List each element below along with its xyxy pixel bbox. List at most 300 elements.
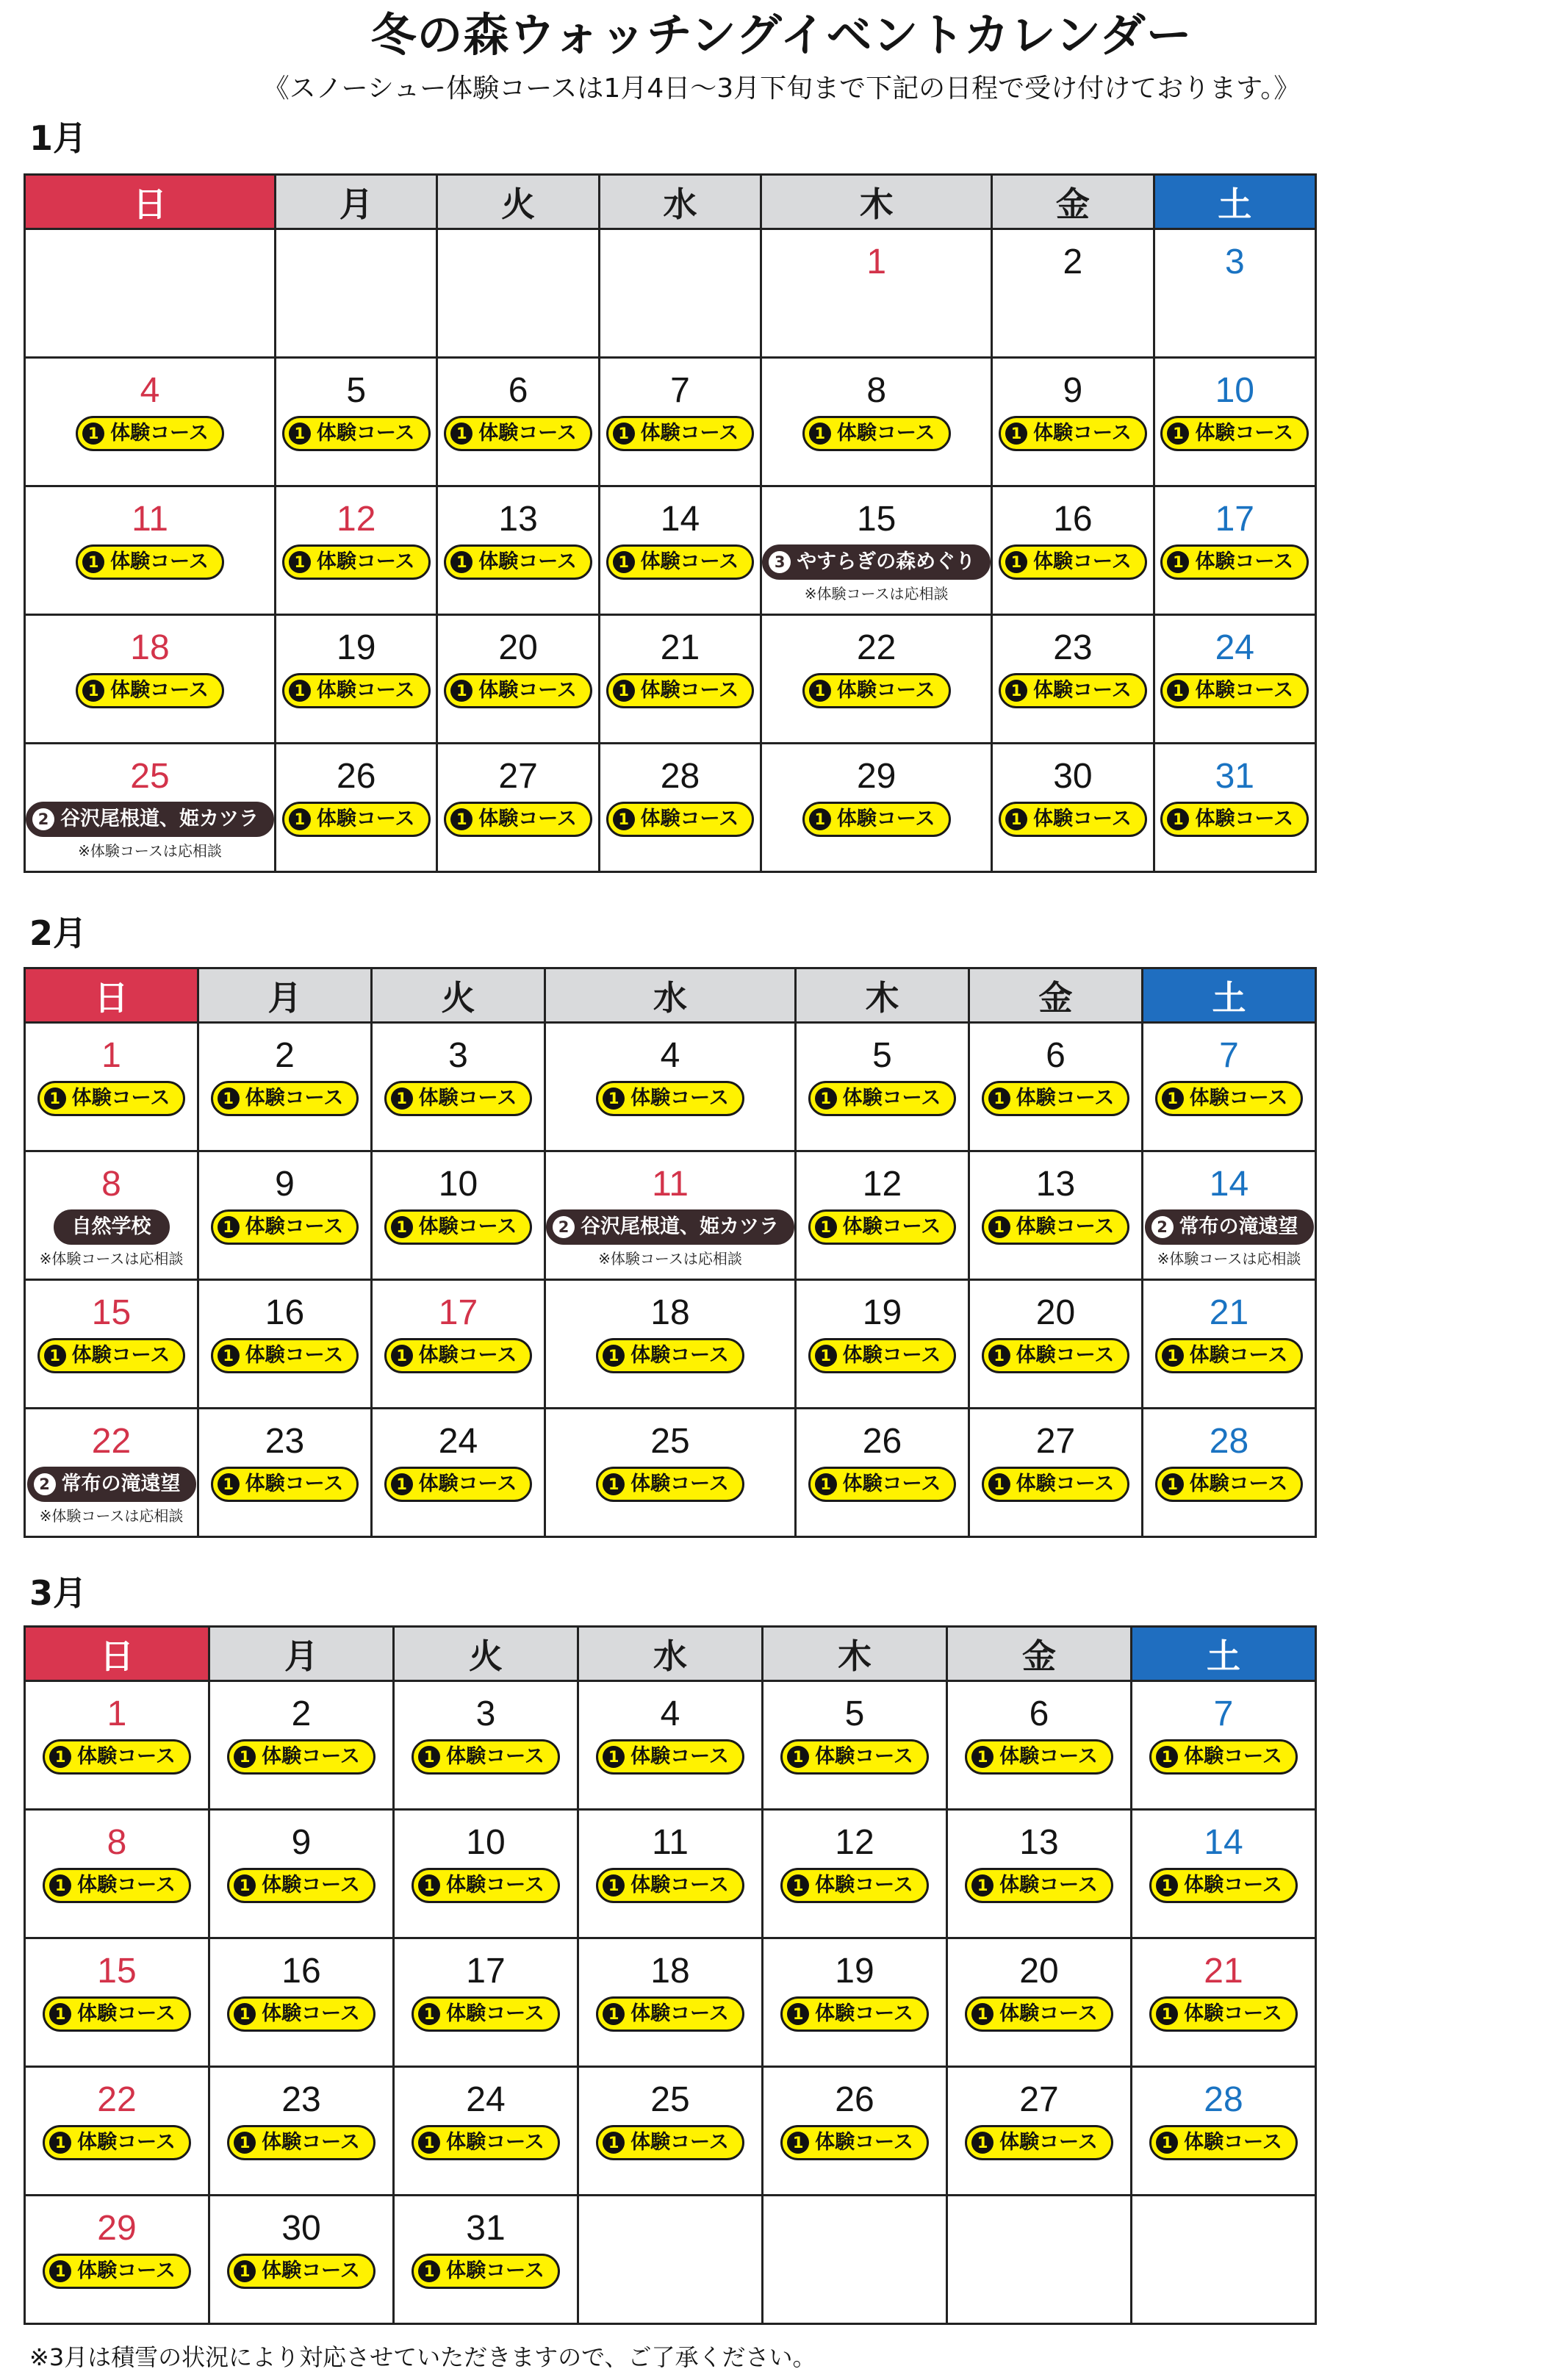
- day-cell: [1143, 1024, 1317, 1152]
- course-number-circle-icon: 1: [1005, 551, 1027, 573]
- day-number: 6: [1046, 1036, 1066, 1075]
- event-label: 体験コース: [630, 1874, 729, 1897]
- course-badge: [444, 544, 592, 580]
- page-title: 冬の森ウォッチングイベントカレンダー: [370, 8, 1193, 62]
- day-cell: [438, 487, 600, 616]
- course-number-circle-icon: 1: [391, 1345, 413, 1367]
- weekday-header-fri: 金: [993, 176, 1154, 230]
- day-cell: [600, 487, 762, 616]
- event-label: 体験コース: [77, 2002, 176, 2025]
- course-number-circle-icon: 1: [1005, 423, 1027, 445]
- day-cell: [763, 1811, 948, 1939]
- day-cell: [546, 1024, 797, 1152]
- course-number-circle-icon: 1: [391, 1216, 413, 1238]
- day-number: 26: [835, 2080, 874, 2119]
- day-number: 1: [107, 1694, 127, 1733]
- course-badge: [808, 1081, 957, 1116]
- course-number-circle-icon: 1: [49, 2132, 71, 2154]
- course-badge: [965, 1739, 1113, 1775]
- weekday-header-fri: 金: [970, 969, 1143, 1024]
- day-cell: [199, 1281, 373, 1409]
- course-badge: [37, 1081, 186, 1116]
- consultation-note: ※体験コースは応相談: [39, 1250, 184, 1268]
- day-number: 19: [835, 1952, 874, 1991]
- weekday-header-fri: 金: [948, 1628, 1132, 1682]
- weekday-header-mon: 月: [210, 1628, 395, 1682]
- day-cell: [276, 359, 438, 487]
- day-number: 17: [1215, 500, 1254, 539]
- day-number: 11: [652, 1823, 689, 1862]
- day-number: 6: [508, 371, 528, 410]
- event-label: 体験コース: [1189, 1087, 1288, 1110]
- event-label: 体験コース: [815, 2002, 913, 2025]
- event-label: 体験コース: [1195, 422, 1294, 445]
- day-number: 20: [1035, 1293, 1076, 1332]
- day-number: 5: [844, 1694, 865, 1733]
- day-cell: [993, 487, 1154, 616]
- course-badge: [211, 1338, 359, 1373]
- day-cell: [438, 616, 600, 744]
- course-badge: [211, 1467, 359, 1502]
- course-badge: [802, 802, 951, 837]
- special-event-badge: [1145, 1209, 1314, 1245]
- course-badge: [1160, 416, 1309, 451]
- course-badge: [1149, 1996, 1298, 2032]
- day-number: 7: [1219, 1036, 1239, 1075]
- day-number: 13: [1035, 1165, 1076, 1204]
- day-cell: [763, 2068, 948, 2196]
- event-label: 体験コース: [842, 1215, 941, 1238]
- event-label: 体験コース: [77, 2259, 176, 2282]
- course-number-circle-icon: 1: [971, 1874, 994, 1897]
- course-badge: [808, 1338, 957, 1373]
- day-number: 22: [97, 2080, 137, 2119]
- course-number-circle-icon: 1: [988, 1473, 1010, 1495]
- day-cell: [546, 1409, 797, 1538]
- day-cell: [762, 230, 993, 359]
- empty-day-cell: [948, 2196, 1132, 2325]
- event-label: 体験コース: [418, 1344, 517, 1367]
- event-label: 体験コース: [999, 1745, 1098, 1768]
- event-label: 体験コース: [1033, 808, 1132, 830]
- day-cell: [762, 616, 993, 744]
- course-number-circle-icon: 1: [613, 551, 635, 573]
- event-label: 体験コース: [999, 1874, 1098, 1897]
- event-label: 体験コース: [1184, 2002, 1282, 2025]
- day-cell: [210, 2196, 395, 2325]
- course-number-circle-icon: 1: [418, 2260, 440, 2282]
- event-label: 体験コース: [815, 2131, 913, 2154]
- day-number: 12: [862, 1165, 902, 1204]
- course-badge: [43, 1996, 191, 2032]
- course-number-circle-icon: 1: [234, 2132, 256, 2154]
- course-badge: [982, 1338, 1130, 1373]
- day-number: 12: [835, 1823, 874, 1862]
- course-number-circle-icon: 1: [603, 2003, 625, 2025]
- course-badge: [802, 673, 951, 708]
- day-number: 9: [1063, 371, 1083, 410]
- course-number-circle-icon: 1: [234, 2003, 256, 2025]
- course-number-circle-icon: 1: [418, 1746, 440, 1768]
- calendar-mar: [24, 1625, 1317, 2325]
- day-cell: [210, 1939, 395, 2068]
- weekday-header-wed: 水: [546, 969, 797, 1024]
- course-badge: [1160, 802, 1309, 837]
- course-number-circle-icon: 1: [1156, 1746, 1178, 1768]
- course-number-circle-icon: 1: [603, 1874, 625, 1897]
- event-label: 体験コース: [446, 1745, 545, 1768]
- day-number: 25: [650, 2080, 690, 2119]
- course-badge: [76, 544, 224, 580]
- event-label: 体験コース: [1184, 1745, 1282, 1768]
- day-number: 10: [438, 1165, 478, 1204]
- course-number-circle-icon: 1: [815, 1473, 837, 1495]
- course-badge: [43, 2125, 191, 2160]
- weekday-header-mon: 月: [199, 969, 373, 1024]
- event-label: 体験コース: [1033, 550, 1132, 573]
- day-number: 13: [1019, 1823, 1059, 1862]
- day-cell: [600, 359, 762, 487]
- event-label: 体験コース: [1016, 1473, 1115, 1495]
- course-badge: [412, 2254, 560, 2289]
- day-cell: [199, 1024, 373, 1152]
- day-number: 28: [660, 757, 700, 796]
- day-number: 23: [1053, 628, 1093, 667]
- course-number-circle-icon: 1: [82, 423, 104, 445]
- event-label: 体験コース: [1195, 550, 1294, 573]
- day-cell: [438, 359, 600, 487]
- day-number: 29: [856, 757, 897, 796]
- day-number: 3: [448, 1036, 468, 1075]
- day-number: 15: [91, 1293, 132, 1332]
- day-number: 11: [132, 500, 168, 539]
- consultation-note: ※体験コースは応相談: [804, 585, 949, 603]
- day-cell: [600, 744, 762, 873]
- day-cell: [210, 1682, 395, 1811]
- empty-day-cell: [600, 230, 762, 359]
- course-badge: [43, 1868, 191, 1903]
- course-badge: [412, 2125, 560, 2160]
- day-cell: [26, 487, 276, 616]
- course-badge: [211, 1209, 359, 1245]
- day-number: 5: [346, 371, 367, 410]
- day-number: 3: [1224, 242, 1245, 281]
- day-number: 17: [438, 1293, 478, 1332]
- day-cell: [970, 1409, 1143, 1538]
- course-number-circle-icon: 1: [1167, 423, 1189, 445]
- course-number-circle-icon: 1: [1156, 2003, 1178, 2025]
- event-label: 体験コース: [316, 422, 415, 445]
- day-cell: [1143, 1281, 1317, 1409]
- footnote: ※3月は積雪の状況により対応させていただきますので、ご了承ください。: [29, 2343, 816, 2371]
- course-badge: [444, 802, 592, 837]
- day-cell: [546, 1281, 797, 1409]
- day-cell: [1143, 1409, 1317, 1538]
- course-badge: [1149, 1868, 1298, 1903]
- course-number-circle-icon: 1: [218, 1473, 240, 1495]
- day-cell: [762, 359, 993, 487]
- course-badge: [412, 1868, 560, 1903]
- day-cell: [970, 1024, 1143, 1152]
- course-number-circle-icon: 1: [815, 1087, 837, 1110]
- course-number-circle-icon: 1: [234, 2260, 256, 2282]
- day-cell: [948, 1811, 1132, 1939]
- course-number-circle-icon: 1: [49, 1874, 71, 1897]
- day-cell: [276, 616, 438, 744]
- day-number: 2: [1063, 242, 1083, 281]
- day-cell: [26, 1152, 199, 1281]
- event-label: 体験コース: [262, 1874, 360, 1897]
- weekday-header-wed: 水: [600, 176, 762, 230]
- course-badge: [596, 1739, 744, 1775]
- day-number: 28: [1204, 2080, 1243, 2119]
- course-badge: [596, 2125, 744, 2160]
- weekday-header-sun: 日: [26, 969, 199, 1024]
- day-cell: [970, 1152, 1143, 1281]
- course-badge: [282, 416, 431, 451]
- course-number-circle-icon: 1: [218, 1216, 240, 1238]
- event-label: 体験コース: [640, 550, 739, 573]
- course-badge: [227, 1996, 376, 2032]
- course-number-circle-icon: 1: [289, 680, 311, 702]
- day-cell: [1155, 744, 1317, 873]
- event-label: 体験コース: [262, 1745, 360, 1768]
- empty-day-cell: [1132, 2196, 1317, 2325]
- day-number: 26: [337, 757, 376, 796]
- day-cell: [276, 487, 438, 616]
- event-label: 体験コース: [110, 422, 209, 445]
- course-badge: [43, 2254, 191, 2289]
- day-cell: [993, 359, 1154, 487]
- day-number: 7: [670, 371, 690, 410]
- consultation-note: ※体験コースは応相談: [39, 1507, 184, 1525]
- course-badge: [1149, 1739, 1298, 1775]
- day-cell: [26, 744, 276, 873]
- course-number-circle-icon: 1: [218, 1345, 240, 1367]
- day-number: 27: [1019, 2080, 1059, 2119]
- day-number: 18: [650, 1293, 690, 1332]
- event-label: 体験コース: [77, 2131, 176, 2154]
- day-cell: [26, 1939, 210, 2068]
- event-label: 体験コース: [71, 1087, 170, 1110]
- course-badge: [606, 802, 755, 837]
- event-label: 体験コース: [262, 2002, 360, 2025]
- course-number-circle-icon: 1: [1005, 808, 1027, 830]
- course-number-circle-icon: 1: [1156, 2132, 1178, 2154]
- day-number: 20: [1019, 1952, 1059, 1991]
- event-label: 体験コース: [245, 1344, 344, 1367]
- event-label: 体験コース: [640, 679, 739, 702]
- page-subtitle: 《スノーシュー体験コースは1月4日～3月下旬まで下記の日程で受け付けております。》: [262, 73, 1301, 104]
- day-number: 14: [1209, 1165, 1249, 1204]
- weekday-header-sun: 日: [26, 176, 276, 230]
- day-cell: [600, 616, 762, 744]
- empty-day-cell: [276, 230, 438, 359]
- course-badge: [596, 1081, 744, 1116]
- day-number: 30: [1053, 757, 1093, 796]
- day-cell: [26, 1409, 199, 1538]
- day-number: 24: [438, 1422, 478, 1461]
- day-cell: [948, 2068, 1132, 2196]
- day-cell: [373, 1152, 546, 1281]
- day-cell: [993, 616, 1154, 744]
- day-cell: [797, 1152, 970, 1281]
- day-cell: [970, 1281, 1143, 1409]
- course-number-circle-icon: 1: [450, 551, 473, 573]
- event-label: 体験コース: [245, 1215, 344, 1238]
- day-cell: [763, 1682, 948, 1811]
- event-label: 体験コース: [418, 1473, 517, 1495]
- day-cell: [579, 2068, 763, 2196]
- event-label: 体験コース: [446, 2002, 545, 2025]
- event-label: やすらぎの森めぐり: [797, 550, 976, 573]
- course-number-circle-icon: 1: [289, 551, 311, 573]
- day-number: 23: [265, 1422, 305, 1461]
- course-badge: [1160, 544, 1309, 580]
- weekday-header-tue: 火: [438, 176, 600, 230]
- day-cell: [26, 616, 276, 744]
- day-number: 2: [291, 1694, 312, 1733]
- course-badge: [444, 416, 592, 451]
- weekday-header-mon: 月: [276, 176, 438, 230]
- event-label: 体験コース: [478, 808, 577, 830]
- course-number-circle-icon: 1: [613, 808, 635, 830]
- course-number-circle-icon: 1: [988, 1345, 1010, 1367]
- course-number-circle-icon: 1: [391, 1473, 413, 1495]
- course-number-circle-icon: 1: [44, 1087, 66, 1110]
- event-label: 谷沢尾根道、姫カツラ: [581, 1215, 779, 1238]
- day-cell: [993, 744, 1154, 873]
- course-number-circle-icon: 1: [450, 808, 473, 830]
- empty-day-cell: [26, 230, 276, 359]
- course-number-circle-icon: 1: [289, 808, 311, 830]
- event-label: 体験コース: [1033, 422, 1132, 445]
- course-number-circle-icon: 1: [391, 1087, 413, 1110]
- course-number-circle-icon: 1: [809, 423, 831, 445]
- event-label: 体験コース: [446, 1874, 545, 1897]
- day-number: 27: [498, 757, 538, 796]
- day-number: 9: [275, 1165, 295, 1204]
- course-badge: [384, 1209, 533, 1245]
- event-label: 体験コース: [1195, 808, 1294, 830]
- event-label: 体験コース: [77, 1874, 176, 1897]
- day-number: 10: [466, 1823, 506, 1862]
- course-number-circle-icon: 1: [971, 2132, 994, 2154]
- day-cell: [395, 2196, 579, 2325]
- course-number-circle-icon: 1: [613, 423, 635, 445]
- course-badge: [76, 416, 224, 451]
- course-badge: [227, 2254, 376, 2289]
- day-number: 4: [140, 371, 160, 410]
- day-number: 21: [1209, 1293, 1249, 1332]
- weekday-header-thu: 木: [797, 969, 970, 1024]
- day-number: 2: [275, 1036, 295, 1075]
- day-number: 9: [291, 1823, 312, 1862]
- course-badge: [596, 1996, 744, 2032]
- course-number-circle-icon: 1: [234, 1874, 256, 1897]
- day-cell: [1132, 1682, 1317, 1811]
- event-label: 体験コース: [1189, 1473, 1288, 1495]
- course-badge: [596, 1868, 744, 1903]
- course-badge: [808, 1209, 957, 1245]
- course-number-circle-icon: 1: [82, 551, 104, 573]
- event-label: 体験コース: [1016, 1344, 1115, 1367]
- day-cell: [762, 744, 993, 873]
- event-label: 体験コース: [446, 2131, 545, 2154]
- course-badge: [999, 673, 1147, 708]
- day-number: 3: [475, 1694, 496, 1733]
- course-badge: [965, 1868, 1113, 1903]
- course-badge: [1155, 1081, 1304, 1116]
- day-cell: [199, 1152, 373, 1281]
- course-badge: [780, 1996, 929, 2032]
- event-label: 体験コース: [316, 550, 415, 573]
- course-number-circle-icon: 1: [289, 423, 311, 445]
- special-event-badge: [762, 544, 991, 580]
- event-label: 自然学校: [71, 1215, 151, 1238]
- course-number-circle-icon: 1: [787, 2132, 809, 2154]
- course-number-circle-icon: 1: [49, 1746, 71, 1768]
- course-badge: [1160, 673, 1309, 708]
- day-number: 6: [1029, 1694, 1049, 1733]
- day-number: 1: [866, 242, 887, 281]
- course-badge: [227, 1739, 376, 1775]
- day-number: 15: [856, 500, 897, 539]
- event-label: 体験コース: [999, 2002, 1098, 2025]
- day-number: 31: [1215, 757, 1254, 796]
- course-number-circle-icon: 1: [787, 1874, 809, 1897]
- event-label: 体験コース: [245, 1087, 344, 1110]
- event-label: 体験コース: [815, 1745, 913, 1768]
- event-label: 体験コース: [842, 1473, 941, 1495]
- weekday-header-wed: 水: [579, 1628, 763, 1682]
- course-number-circle-icon: 1: [218, 1087, 240, 1110]
- course-badge: [412, 1996, 560, 2032]
- consultation-note: ※体験コースは応相談: [1157, 1250, 1301, 1268]
- day-number: 8: [866, 371, 887, 410]
- day-cell: [993, 230, 1154, 359]
- day-number: 16: [281, 1952, 321, 1991]
- day-cell: [579, 1811, 763, 1939]
- course-badge: [802, 416, 951, 451]
- course-badge: [384, 1338, 533, 1373]
- event-label: 体験コース: [262, 2131, 360, 2154]
- course-number-circle-icon: 1: [988, 1216, 1010, 1238]
- day-number: 21: [660, 628, 700, 667]
- course-badge: [1155, 1467, 1304, 1502]
- day-number: 4: [660, 1694, 680, 1733]
- day-cell: [797, 1281, 970, 1409]
- course-badge: [1149, 2125, 1298, 2160]
- day-cell: [199, 1409, 373, 1538]
- course-number-circle-icon: 1: [603, 1746, 625, 1768]
- course-badge: [596, 1338, 744, 1373]
- course-number-circle-icon: 1: [787, 1746, 809, 1768]
- day-number: 23: [281, 2080, 321, 2119]
- event-label: 体験コース: [245, 1473, 344, 1495]
- day-cell: [1155, 230, 1317, 359]
- empty-day-cell: [763, 2196, 948, 2325]
- day-number: 18: [130, 628, 170, 667]
- day-cell: [373, 1024, 546, 1152]
- day-cell: [797, 1024, 970, 1152]
- course-number-circle-icon: 1: [809, 680, 831, 702]
- day-cell: [395, 1682, 579, 1811]
- day-number: 16: [265, 1293, 305, 1332]
- course-badge: [965, 1996, 1113, 2032]
- course-number-circle-icon: 1: [450, 680, 473, 702]
- event-label: 体験コース: [418, 1215, 517, 1238]
